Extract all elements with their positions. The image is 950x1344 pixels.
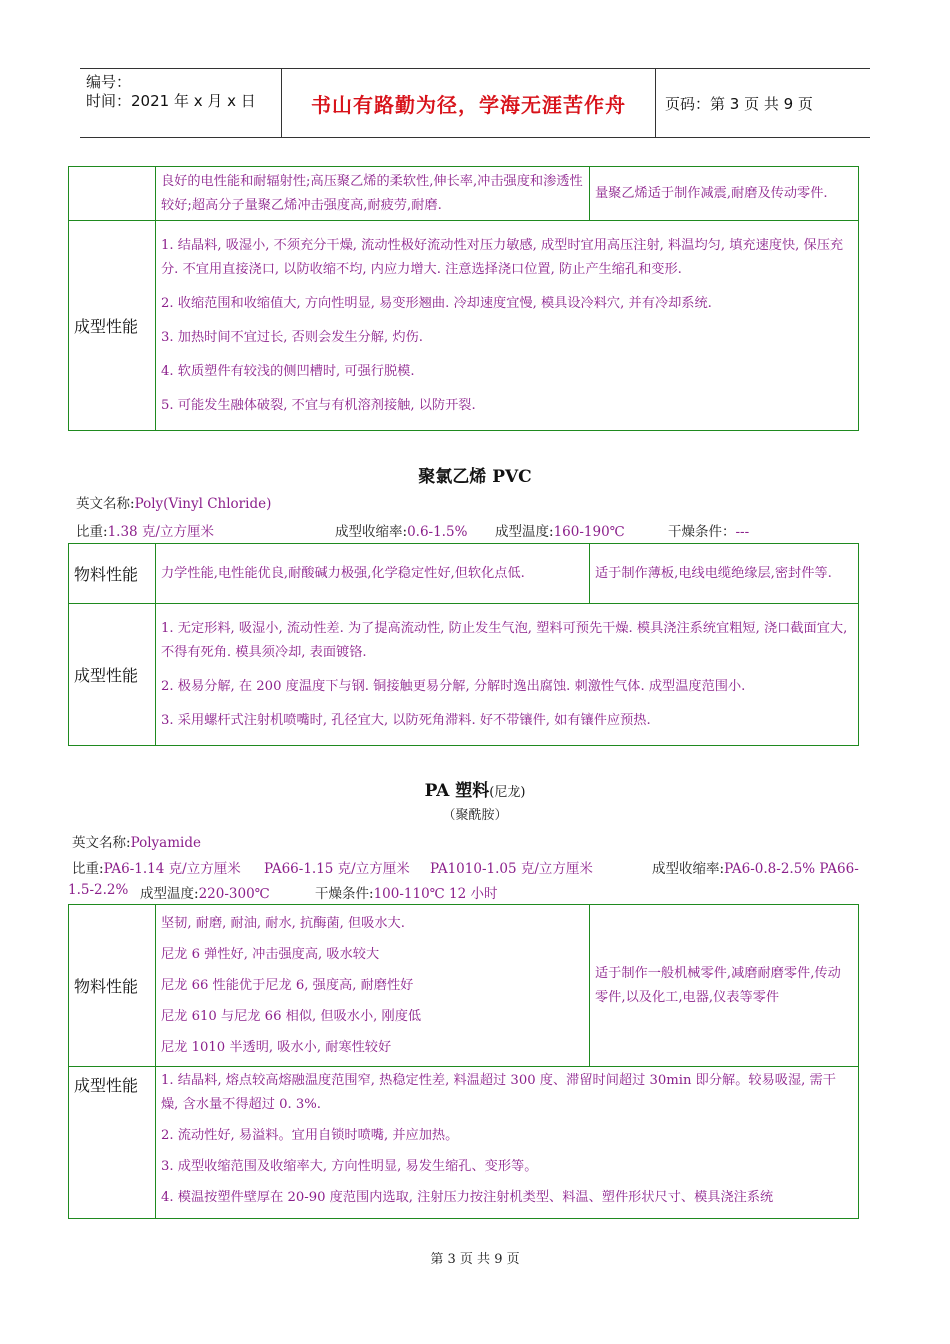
pa-molding-item: 3. 成型收缩范围及收缩率大, 方向性明显, 易发生缩孔、变形等。 xyxy=(161,1159,538,1174)
pa-density-2 xyxy=(264,857,410,877)
header-time-label: 时间：2021 年 x 月 x 日 xyxy=(86,92,256,110)
pa-dry-label: 干燥条件: xyxy=(315,886,374,902)
header-meta xyxy=(80,69,280,137)
pvc-temperature xyxy=(495,520,625,540)
pa-density xyxy=(72,857,241,877)
pe-molding-label: 成型性能 xyxy=(69,221,156,431)
pa-english-name xyxy=(72,831,201,851)
pa-molding-row xyxy=(69,1067,859,1219)
pa-density-value-2: PA66-1.15 克/立方厘米 xyxy=(264,861,410,877)
pa-prop-item: 尼龙 6 弹性好, 冲击强度高, 吸水较大 xyxy=(161,946,380,962)
pa-temp-value: 220-300℃ xyxy=(198,886,270,902)
page-header xyxy=(80,68,870,138)
pa-drying xyxy=(315,882,498,902)
pa-title-main: PA 塑料 xyxy=(424,781,490,801)
pa-molding-item: 4. 模温按塑件壁厚在 20-90 度范围内选取, 注射压力按注射机类型、料温、塑件形状尺寸、模具浇注系统 xyxy=(161,1190,774,1205)
pvc-drying xyxy=(668,520,749,540)
pvc-dry-label: 干燥条件： xyxy=(668,524,736,540)
pe-molding-item: 3. 加热时间不宜过长, 否则会发生分解, 灼伤. xyxy=(161,329,423,345)
pa-shrink-label: 成型收缩率: xyxy=(652,861,725,877)
pa-density-value-1: PA6-1.14 克/立方厘米 xyxy=(103,861,241,877)
pa-shrinkage xyxy=(652,857,859,877)
pvc-shrinkage xyxy=(335,520,467,540)
pa-en-value: Polyamide xyxy=(130,835,201,851)
pvc-molding-item: 1. 无定形料, 吸湿小, 流动性差. 为了提高流动性, 防止发生气泡, 塑料可预先干燥. 模具浇注系统宜粗短, 浇口截面宜大, 不得有死角. 模具须冷却, 表面镀铬. xyxy=(161,620,848,660)
pa-dry-value: 100-110℃ 12 小时 xyxy=(373,886,498,902)
pa-molding-cell xyxy=(156,1067,859,1219)
pa-molding-item: 2. 流动性好, 易溢料。宜用自锁时喷嘴, 并应加热。 xyxy=(161,1128,459,1143)
pvc-en-value: Poly(Vinyl Chloride) xyxy=(134,496,272,512)
pvc-table xyxy=(68,543,859,746)
pvc-molding-cell xyxy=(156,604,859,746)
pe-molding-row xyxy=(69,221,859,431)
pa-title xyxy=(0,776,950,801)
pvc-temp-label: 成型温度: xyxy=(495,524,554,540)
pa-line-2 xyxy=(68,882,128,898)
pa-prop-item: 坚韧, 耐磨, 耐油, 耐水, 抗酶菌, 但吸水大. xyxy=(161,915,405,931)
pvc-molding-label: 成型性能 xyxy=(69,604,156,746)
pvc-shrink-label: 成型收缩率: xyxy=(335,524,408,540)
pvc-dry-value: --- xyxy=(735,524,750,540)
header-page-info: 页码：第 3 页 共 9 页 xyxy=(665,94,813,113)
header-code-label: 编号： xyxy=(86,73,132,91)
pvc-density-value: 1.38 克/立方厘米 xyxy=(107,524,214,540)
pvc-shrink-value: 0.6-1.5% xyxy=(407,524,468,540)
pvc-title: 聚氯乙烯 PVC xyxy=(418,467,532,487)
pvc-prop-row xyxy=(69,544,859,604)
pa-prop-item: 尼龙 66 性能优于尼龙 6, 强度高, 耐磨性好 xyxy=(161,977,414,993)
pa-density-label: 比重: xyxy=(72,861,104,877)
pvc-en-label: 英文名称: xyxy=(76,496,135,512)
pa-density-value-3: PA1010-1.05 克/立方厘米 xyxy=(430,861,593,877)
pvc-english-name xyxy=(76,492,271,512)
pe-molding-item: 4. 软质塑件有较浅的侧凹槽时, 可强行脱模. xyxy=(161,363,415,379)
pa-table xyxy=(68,904,859,1219)
pvc-prop-text: 力学性能,电性能优良,耐酸碱力极强,化学稳定性好,但软化点低. xyxy=(156,544,590,604)
pvc-use-text: 适于制作薄板,电线电缆绝缘层,密封件等. xyxy=(590,544,859,604)
pe-use-text: 量聚乙烯适于制作减震,耐磨及传动零件. xyxy=(590,167,859,221)
pa-en-label: 英文名称: xyxy=(72,835,131,851)
pe-molding-item: 5. 可能发生融体破裂, 不宜与有机溶剂接触, 以防开裂. xyxy=(161,397,476,413)
pe-molding-item: 1. 结晶料, 吸湿小, 不须充分干燥, 流动性极好流动性对压力敏感, 成型时宜用高压注射, 料温均匀, 填充速度快, 保压充分. 不宜用直接浇口, 以防收缩不均, 内应力增大. 注意选择浇口位置, 防止产生缩孔和变形. xyxy=(161,237,844,277)
pvc-density-label: 比重: xyxy=(76,524,108,540)
page-footer: 第 3 页 共 9 页 xyxy=(430,1252,520,1267)
pa-prop-cell xyxy=(156,905,590,1067)
pe-molding-cell xyxy=(156,221,859,431)
pa-prop-item: 尼龙 1010 半透明, 吸水小, 耐寒性较好 xyxy=(161,1039,392,1055)
header-motto: 书山有路勤为径，学海无涯苦作舟 xyxy=(281,69,656,137)
pa-use-text: 适于制作一般机械零件,减磨耐磨零件,传动零件,以及化工,电器,仪表等零件 xyxy=(590,905,859,1067)
pvc-density xyxy=(76,520,214,540)
pvc-molding-row xyxy=(69,604,859,746)
pa-prop-row xyxy=(69,905,859,1067)
pvc-molding-item: 3. 采用螺杆式注射机喷嘴时, 孔径宜大, 以防死角滞料. 好不带镶件, 如有镶件应预热. xyxy=(161,712,651,728)
pa-density-3 xyxy=(430,857,593,877)
pa-molding-label: 成型性能 xyxy=(69,1067,156,1219)
pa-temperature xyxy=(140,882,270,902)
pvc-temp-value: 160-190℃ xyxy=(553,524,625,540)
pa-prop-item: 尼龙 610 与尼龙 66 相似, 但吸水小, 刚度低 xyxy=(161,1008,422,1024)
pe-prop-text: 良好的电性能和耐辐射性;高压聚乙烯的柔软性,伸长率,冲击强度和渗透性较好;超高分子量聚乙烯冲击强度高,耐疲劳,耐磨. xyxy=(156,167,590,221)
pvc-prop-label: 物料性能 xyxy=(69,544,156,604)
pa-title-suffix: (尼龙) xyxy=(489,785,526,800)
pa-shrink-value-a: PA6-0.8-2.5% PA66- xyxy=(724,861,859,877)
pe-molding-item: 2. 收缩范围和收缩值大, 方向性明显, 易变形翘曲. 冷却速度宜慢, 模具设冷料穴, 并有冷却系统. xyxy=(161,295,712,311)
pe-prop-label-cell xyxy=(69,167,156,221)
pvc-molding-item: 2. 极易分解, 在 200 度温度下与钢. 铜接触更易分解, 分解时逸出腐蚀. 刺激性气体. 成型温度范围小. xyxy=(161,678,746,694)
pe-table xyxy=(68,166,859,431)
pa-temp-label: 成型温度: xyxy=(140,886,199,902)
pa-shrink-value-b: 1.5-2.2% xyxy=(68,882,129,898)
pa-prop-label: 物料性能 xyxy=(69,905,156,1067)
pe-prop-row xyxy=(69,167,859,221)
pa-subtitle: （聚酰胺） xyxy=(442,808,508,823)
pa-molding-item: 1. 结晶料, 熔点较高熔融温度范围窄, 热稳定性差, 料温超过 300 度、滞留时间超过 30min 即分解。较易吸湿, 需干燥, 含水量不得超过 0. 3%. xyxy=(161,1073,836,1112)
